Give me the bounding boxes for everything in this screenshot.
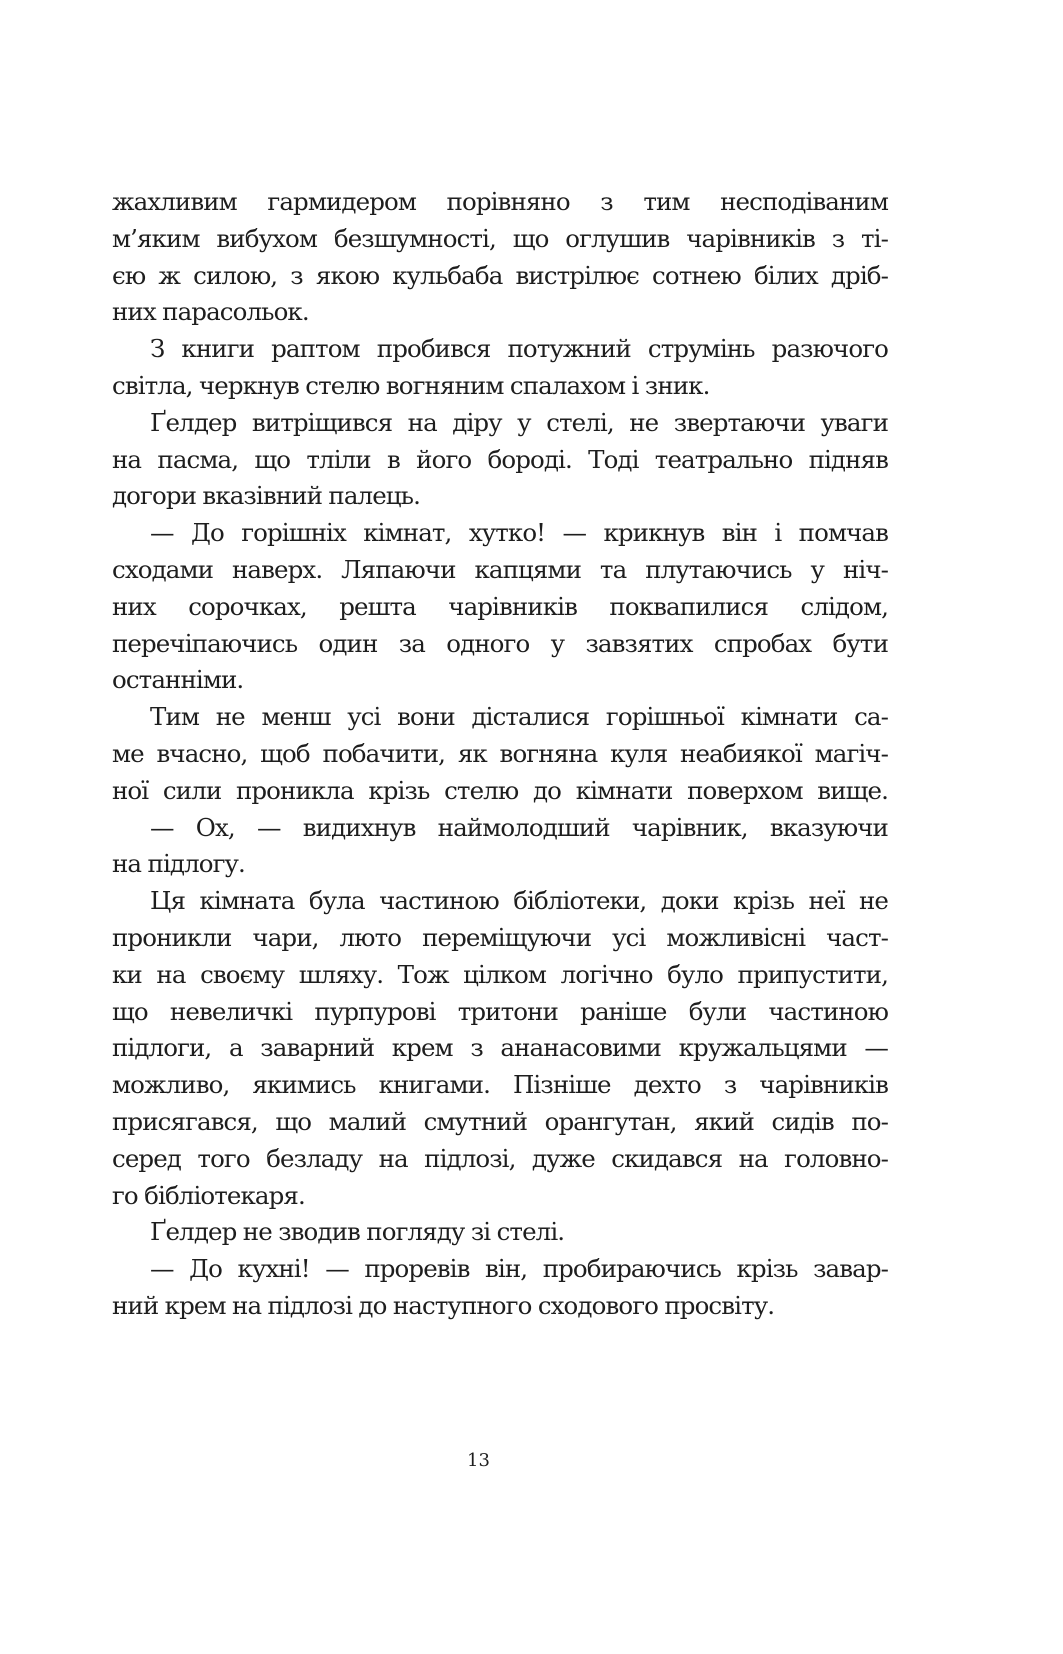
page-number: 13: [467, 1450, 490, 1471]
text-line: — До горішніх кімнат, хутко! — крикнув він і помчав: [150, 518, 888, 548]
text-line: на підлогу.: [112, 849, 245, 879]
text-line: догори вказівний палець.: [112, 481, 420, 511]
text-line: проникли чари, люто переміщуючи усі можливісні част-: [112, 922, 888, 952]
text-line: З книги раптом пробився потужний струмінь разючого: [150, 334, 888, 364]
text-line: них сорочках, решта чарівників поквапилися слідом,: [112, 591, 888, 621]
text-line: Ця кімната була частиною бібліотеки, доки крізь неї не: [150, 886, 888, 916]
text-line: — До кухні! — проревів він, пробираючись крізь завар-: [150, 1254, 888, 1284]
text-line: Ґелдер витріщився на діру у стелі, не звертаючи уваги: [150, 407, 888, 437]
text-line: ної сили проникла крізь стелю до кімнати поверхом вище.: [112, 775, 888, 805]
text-line: ний крем на підлозі до наступного сходового просвіту.: [112, 1290, 775, 1320]
text-line: Тим не менш усі вони дісталися горішньої кімнати са-: [150, 702, 888, 732]
text-line: можливо, якимись книгами. Пізніше дехто з чарівників: [112, 1070, 888, 1100]
text-line: на пасма, що тліли в його бороді. Тоді театрально підняв: [112, 444, 888, 474]
text-line: ме вчасно, щоб побачити, як вогняна куля неабиякої магіч-: [112, 738, 888, 768]
text-line: сходами наверх. Ляпаючи капцями та плутаючись у ніч-: [112, 554, 888, 584]
text-line: перечіпаючись один за одного у завзятих спробах бути: [112, 628, 888, 658]
text-line: що невеличкі пурпурові тритони раніше були частиною: [112, 996, 888, 1026]
text-line: м’яким вибухом безшумності, що оглушив чарівників з ті-: [112, 223, 888, 253]
text-line: світла, черкнув стелю вогняним спалахом і зник.: [112, 370, 710, 400]
text-line: Ґелдер не зводив погляду зі стелі.: [150, 1217, 565, 1247]
text-line: го бібліотекаря.: [112, 1180, 305, 1210]
text-line: єю ж силою, з якою кульбаба вистрілює сотнею білих дріб-: [112, 260, 888, 290]
text-line: них парасольок.: [112, 297, 309, 327]
body-text: [112, 184, 888, 1325]
text-line: присягався, що малий смутний орангутан, який сидів по-: [112, 1106, 888, 1136]
text-line: — Ох, — видихнув наймолодший чарівник, вказуючи: [150, 812, 888, 842]
text-line: жахливим гармидером порівняно з тим несподіваним: [112, 187, 888, 216]
text-line: підлоги, а заварний крем з ананасовими кружальцями —: [112, 1033, 888, 1063]
text-line: останніми.: [112, 665, 244, 695]
text-line: ки на своєму шляху. Тож цілком логічно було припустити,: [112, 959, 888, 989]
text-line: серед того безладу на підлозі, дуже скидався на головно-: [112, 1143, 888, 1173]
